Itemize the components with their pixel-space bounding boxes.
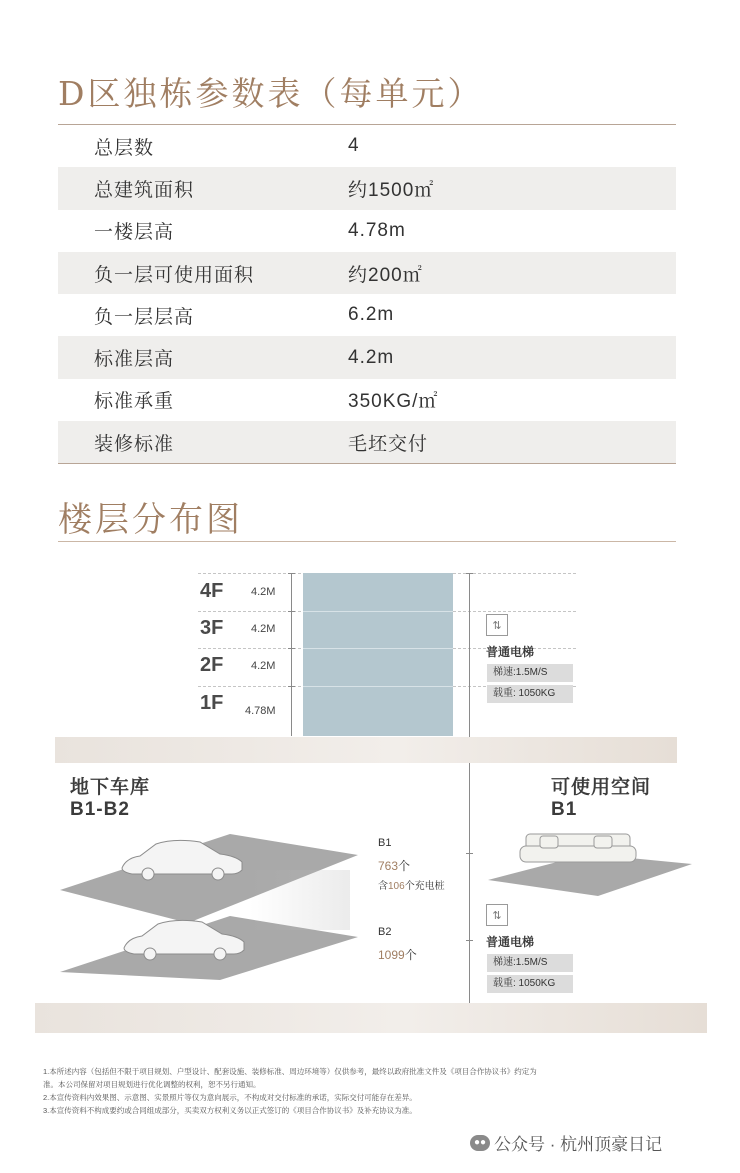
measure-tick: [288, 686, 295, 687]
floor-divider: [303, 611, 453, 612]
row-key: 标准层高: [94, 349, 175, 371]
table-row: [58, 167, 676, 209]
elevator-speed: 梯速:1.5M/S: [487, 664, 573, 682]
row-key: 总层数: [94, 137, 155, 159]
footnote: 3.本宣传资料不构成要约或合同组成部分，买卖双方权利义务以正式签订的《项目合作协议书》及补充协议为准。: [43, 1106, 417, 1115]
elevator-icon: ⇅: [486, 904, 508, 926]
ground-level-band: [55, 737, 677, 763]
b1-sub-suffix: 个充电桩: [404, 881, 445, 892]
section-divider: [58, 541, 676, 542]
footnote: 准。本公司保留对项目规划进行优化调整的权利，恕不另行通知。: [43, 1080, 261, 1089]
row-value: 约1500㎡: [348, 179, 435, 201]
garage-b1-count: [378, 857, 410, 874]
floor-label-4f: 4F: [200, 580, 224, 602]
floor-label-1f: 1F: [200, 692, 224, 714]
table-row: [58, 125, 676, 167]
row-value: 毛坯交付: [348, 433, 429, 455]
footnote: 1.本所述内容（包括但不限于项目规划、户型设计、配套设施、装修标准、周边环境等）仅供参考，最终以政府批准文件及《项目合作协议书》约定为: [43, 1067, 537, 1076]
b1-charging-number: 106: [388, 881, 405, 892]
height-measure-line: [291, 573, 292, 736]
table-row: [58, 210, 676, 252]
footnote: 2.本宣传资料内效果图、示意图、实景照片等仅为意向展示，不构成对交付标准的承诺，实际交付可能存在差异。: [43, 1093, 417, 1102]
usable-space-subtitle: B1: [551, 799, 578, 820]
row-value: 4.78m: [348, 219, 406, 241]
params-title: D区独栋参数表（每单元）: [58, 74, 484, 113]
b1-count-unit: 个: [398, 859, 411, 873]
sofa-icon: [520, 834, 636, 862]
table-row: [58, 294, 676, 336]
usable-space-illustration: [488, 828, 693, 898]
building-block: [303, 573, 453, 736]
elevator-name: 普通电梯: [486, 645, 535, 659]
floors-title: 楼层分布图: [58, 500, 243, 540]
garage-b1-label: B1: [378, 837, 392, 849]
garage-title: 地下车库: [70, 777, 151, 798]
elevator-load: 载重: 1050KG: [487, 975, 573, 993]
elevator-speed: 梯速:1.5M/S: [487, 954, 573, 972]
floor-height: 4.2M: [251, 586, 276, 598]
floor-label-3f: 3F: [200, 617, 224, 639]
elevator-load: 载重: 1050KG: [487, 685, 573, 703]
measure-tick: [288, 573, 295, 574]
shaft-tick: [466, 940, 473, 941]
garage-subtitle: B1-B2: [70, 799, 130, 820]
floor-height: 4.2M: [251, 623, 276, 635]
watermark: [470, 1130, 662, 1155]
floor-height: 4.2M: [251, 660, 276, 672]
row-key: 负一层可使用面积: [94, 264, 255, 286]
wechat-icon: ●●: [470, 1135, 490, 1151]
row-key: 装修标准: [94, 433, 175, 455]
usable-space-title: 可使用空间: [551, 777, 652, 798]
elevator-name: 普通电梯: [486, 935, 535, 949]
table-row: [58, 421, 676, 463]
elevator-icon: ⇅: [486, 614, 508, 636]
floor-height: 4.78M: [245, 705, 276, 717]
row-value: 350KG/㎡: [348, 391, 439, 413]
measure-tick: [288, 648, 295, 649]
table-row: [58, 379, 676, 421]
watermark-text: 公众号 · 杭州顶豪日记: [494, 1135, 663, 1154]
floor-label-2f: 2F: [200, 654, 224, 676]
b2-count-unit: 个: [404, 948, 417, 962]
table-row: [58, 252, 676, 294]
measure-tick: [288, 611, 295, 612]
row-key: 标准承重: [94, 391, 175, 413]
shaft-tick: [466, 573, 473, 574]
row-key: 负一层层高: [94, 306, 195, 328]
parking-illustration: [60, 820, 370, 980]
row-value: 4: [348, 135, 360, 157]
row-key: 一楼层高: [94, 222, 175, 244]
shaft-tick: [466, 853, 473, 854]
floor-divider: [303, 686, 453, 687]
elevator-shaft-line: [469, 573, 470, 1003]
row-value: 4.2m: [348, 346, 395, 368]
garage-b1-charging: [378, 877, 445, 892]
b2-count-number: 1099: [378, 948, 405, 962]
row-key: 总建筑面积: [94, 179, 195, 201]
params-table: [58, 124, 676, 464]
row-value: 6.2m: [348, 304, 395, 326]
row-value: 约200㎡: [348, 264, 423, 286]
garage-b2-label: B2: [378, 926, 392, 938]
b1-count-number: 763: [378, 859, 399, 873]
basement-floor-band: [35, 1003, 707, 1033]
floor-divider: [303, 648, 453, 649]
table-row: [58, 336, 676, 378]
garage-b2-count: [378, 946, 417, 963]
b1-sub-prefix: 含: [378, 881, 388, 892]
